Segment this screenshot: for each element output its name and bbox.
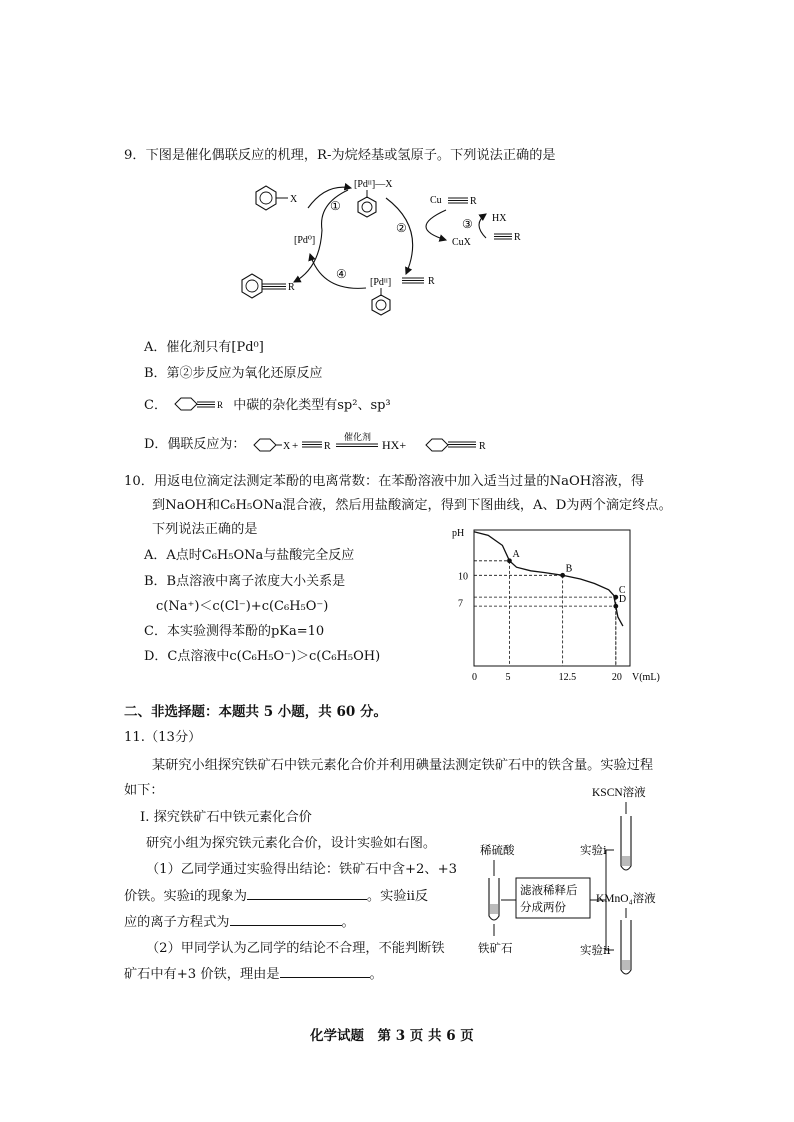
answer-blank-3[interactable] xyxy=(280,965,370,978)
titration-curve xyxy=(474,532,623,626)
label-kmno4: KMnO₄溶液 xyxy=(596,893,656,905)
q9-option-d[interactable] xyxy=(144,432,498,454)
experiment-diagram xyxy=(468,780,668,980)
mech-r1: R xyxy=(470,196,477,207)
titration-chart xyxy=(446,520,672,688)
q11-sub2-line1: （2）甲同学认为乙同学的结论不合理，不能判断铁 xyxy=(146,941,445,956)
q10-option-b-relation: c(Na⁺)＜c(Cl⁻)+c(C₆H₅O⁻) xyxy=(156,599,329,614)
chart-ylabel: pH xyxy=(452,528,465,539)
svg-text:R: R xyxy=(478,441,486,452)
point-label-d: D xyxy=(618,594,627,606)
q10-stem-3: 下列说法正确的是 xyxy=(152,522,258,537)
label-kscn: KSCN溶液 xyxy=(592,787,646,799)
q11-part1-desc: 研究小组为探究铁元素化合价，设计实验如右图。 xyxy=(146,836,437,851)
point-a xyxy=(507,558,512,563)
section-2-heading: 二、非选择题：本题共 5 小题，共 60 分。 xyxy=(124,704,387,720)
q9-option-a[interactable]: A．催化剂只有[Pd⁰] xyxy=(144,340,264,355)
point-label-c: C xyxy=(618,585,626,597)
q10-stem-2: 到NaOH和C₆H₅ONa混合液，然后用盐酸滴定，得到下图曲线，A、D为两个滴定终点。 xyxy=(152,498,672,513)
mech-cu: Cu xyxy=(430,195,442,206)
x-tick-label: 20 xyxy=(611,672,622,683)
label-acid: 稀硫酸 xyxy=(480,845,515,857)
answer-blank-2[interactable] xyxy=(230,913,342,926)
mech-pd0: [Pd⁰] xyxy=(294,235,316,246)
q9-option-c[interactable] xyxy=(144,394,391,413)
mech-r3: R xyxy=(428,276,435,287)
q11-sub1-line2: 价铁。实验ⅰ的现象为 。实验ⅱ反 xyxy=(124,889,429,904)
mech-step4: ④ xyxy=(336,267,347,281)
mech-pd2-r: [Pdᴵᴵ] xyxy=(370,277,392,288)
q11-sub1-line3: 应的离子方程式为 。 xyxy=(124,915,355,930)
q10-option-d[interactable]: D．C点溶液中c(C₆H₅O⁻)＞c(C₆H₅OH) xyxy=(144,649,381,664)
svg-text:R: R xyxy=(217,400,224,410)
q9-option-d-prefix: D．偶联反应为： xyxy=(144,437,246,452)
q10-option-c[interactable]: C．本实验测得苯酚的pKa=10 xyxy=(144,624,325,639)
chart-frame xyxy=(474,530,630,666)
y-tick-label: 7 xyxy=(458,598,463,610)
svg-text:催化剂: 催化剂 xyxy=(343,432,371,442)
svg-text:HX+: HX+ xyxy=(381,438,406,452)
mech-step1: ① xyxy=(330,199,341,213)
q9-stem: 9．下图是催化偶联反应的机理，R-为烷烃基或氢原子。下列说法正确的是 xyxy=(124,148,556,163)
svg-text:X: X xyxy=(282,441,290,452)
q11-number: 11.（13分） xyxy=(124,730,202,745)
answer-blank-1[interactable] xyxy=(247,887,367,900)
mech-pd2-x: [Pdᴵᴵ]—X xyxy=(354,179,393,190)
point-d xyxy=(613,604,618,609)
label-ore: 铁矿石 xyxy=(478,943,513,955)
mech-hx: HX xyxy=(492,213,507,224)
q9-option-c-prefix: C． xyxy=(144,398,167,413)
label-exp1: 实验ⅰ xyxy=(580,845,607,857)
mech-cux: CuX xyxy=(452,237,471,248)
mech-r4: R xyxy=(288,282,295,293)
q9-option-c-suffix: 中碳的杂化类型有sp²、sp³ xyxy=(233,398,391,413)
q10-option-b[interactable]: B．B点溶液中离子浓度大小关系是 xyxy=(144,574,346,589)
mech-x: X xyxy=(290,194,298,205)
q10-stem-1: 10．用返电位滴定法测定苯酚的电离常数：在苯酚溶液中加入适当过量的NaOH溶液，得 xyxy=(124,474,645,489)
catalytic-mechanism-diagram xyxy=(236,168,566,330)
benzene-ring-icon xyxy=(256,186,276,210)
point-c xyxy=(613,595,618,600)
q11-sub1-line1: （1）乙同学通过实验得出结论：铁矿石中含+2、+3 xyxy=(146,862,458,877)
coupling-equation xyxy=(250,432,498,454)
y-tick-label: 10 xyxy=(458,571,468,583)
mech-r2: R xyxy=(514,232,521,243)
svg-text:+: + xyxy=(291,440,298,452)
q10-option-a[interactable]: A．A点时C₆H₅ONa与盐酸完全反应 xyxy=(144,548,355,563)
mech-step2: ② xyxy=(396,221,407,235)
page-footer: 化学试题 第 3 页 共 6 页 xyxy=(310,1028,474,1044)
q9-option-b[interactable]: B．第②步反应为氧化还原反应 xyxy=(144,366,323,381)
q11-part1-title: Ⅰ. 探究铁矿石中铁元素化合价 xyxy=(140,810,312,825)
mech-step3: ③ xyxy=(462,217,473,231)
q11-intro-2: 如下： xyxy=(124,783,164,798)
chart-xlabel: V(mL) xyxy=(632,672,660,683)
svg-text:滤液稀释后: 滤液稀释后 xyxy=(520,885,578,897)
point-b xyxy=(560,573,565,578)
point-label-a: A xyxy=(512,548,520,560)
q11-intro-1: 某研究小组探究铁矿石中铁元素化合价并利用碘量法测定铁矿石中的铁含量。实验过程 xyxy=(152,758,654,773)
q11-sub2-line2: 矿石中有+3 价铁，理由是 。 xyxy=(124,967,383,982)
point-label-b: B xyxy=(565,563,573,575)
x-tick-label: 0 xyxy=(472,672,477,683)
x-tick-label: 12.5 xyxy=(558,672,577,683)
label-exp2: 实验ⅱ xyxy=(580,945,611,957)
x-tick-label: 5 xyxy=(505,672,511,683)
phenylalkyne-structure-icon xyxy=(171,395,229,413)
svg-text:分成两份: 分成两份 xyxy=(520,902,566,914)
svg-text:R: R xyxy=(323,441,331,452)
